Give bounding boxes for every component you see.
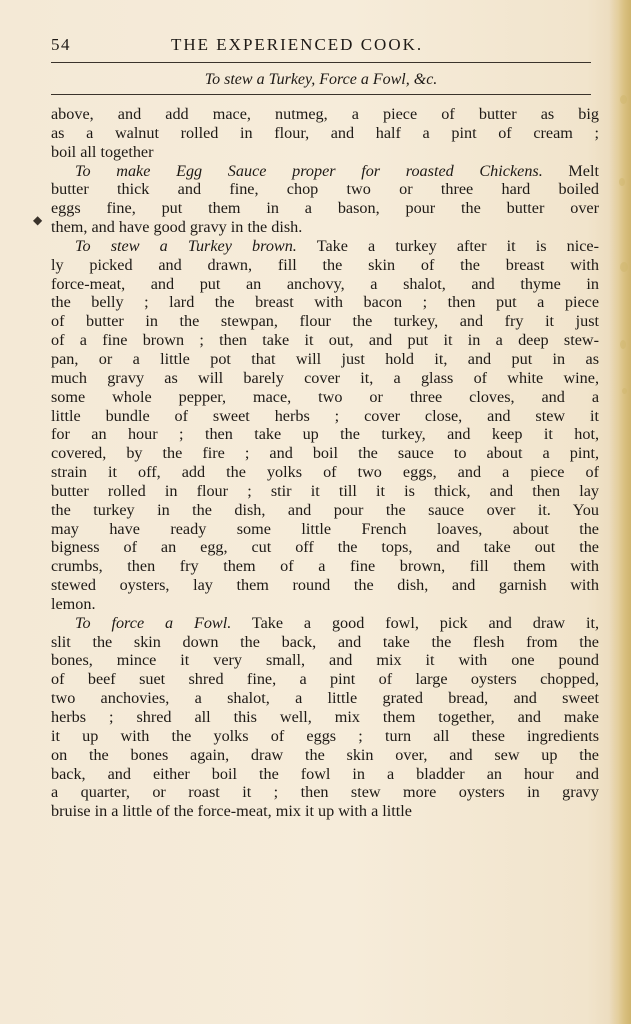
- text-line: [51, 614, 599, 633]
- header-rule: [51, 62, 591, 63]
- margin-mark: ◆: [33, 213, 43, 227]
- text-line: a quarter, or roast it ; then stew more oysters in gravy: [51, 783, 599, 802]
- section-subtitle: To stew a Turkey, Force a Fowl, &c.: [204, 71, 438, 88]
- text-line: of beef suet shred fine, a pint of large oysters chopped,: [51, 670, 599, 689]
- page-number: 54: [51, 35, 71, 54]
- recipe-heading-continuation: Take a good fowl, pick and draw it,: [231, 613, 599, 632]
- text-line: little bundle of sweet herbs ; cover close, and stew it: [51, 406, 599, 425]
- recipe-text: [51, 105, 599, 821]
- text-line: them, and have good gravy in the dish.: [51, 218, 303, 237]
- text-line: on the bones again, draw the skin over, and sew up the: [51, 745, 599, 764]
- text-line: boil all together: [51, 142, 154, 161]
- text-line: eggs fine, put them in a bason, pour the butter over: [51, 199, 599, 218]
- text-line: bigness of an egg, cut off the tops, and take out the: [51, 538, 599, 557]
- text-line: of a fine brown ; then take it out, and put it in a deep stew-: [51, 331, 599, 350]
- recipe-heading: To force a Fowl.: [75, 613, 232, 632]
- foxing-spot: [620, 340, 626, 349]
- foxing-spot: [619, 178, 625, 186]
- text-line: above, and add mace, nutmeg, a piece of butter as big: [51, 105, 599, 123]
- text-line: of butter in the stewpan, flour the turkey, and fry it just: [51, 312, 599, 331]
- text-line: covered, by the fire ; and boil the sauce to about a pint,: [51, 444, 599, 463]
- recipe-heading-continuation: Take a turkey after it is nice-: [296, 236, 599, 255]
- text-line: butter thick and fine, chop two or three hard boiled: [51, 180, 599, 199]
- text-line: herbs ; shred all this well, mix them together, and make: [51, 708, 599, 726]
- text-line: the turkey in the dish, and pour the sauce over it. You: [51, 500, 599, 519]
- text-line: stewed oysters, lay them round the dish, and garnish with: [51, 576, 599, 595]
- text-line: force-meat, and put an anchovy, a shalot, and thyme in: [51, 274, 599, 293]
- text-line: crumbs, then fry them of a fine brown, fill them with: [51, 557, 599, 576]
- text-line: slit the skin down the back, and take the flesh from the: [51, 632, 599, 651]
- foxing-spot: [622, 388, 627, 394]
- recipe-heading-continuation: Melt: [542, 161, 599, 180]
- text-line: for an hour ; then take up the turkey, and keep it hot,: [51, 425, 599, 444]
- recipe-heading: To stew a Turkey brown.: [75, 236, 297, 255]
- page-edge-stain: [609, 0, 631, 1024]
- subtitle-rule: [51, 94, 591, 95]
- text-line: much gravy as will barely cover it, a glass of white wine,: [51, 368, 599, 387]
- text-line: the belly ; lard the breast with bacon ; then put a piece: [51, 293, 599, 312]
- text-line: some whole pepper, mace, two or three cloves, and a: [51, 387, 599, 406]
- text-line: two anchovies, a shalot, a little grated bread, and sweet: [51, 689, 599, 708]
- text-line: may have ready some little French loaves, about the: [51, 519, 599, 538]
- running-head: THE EXPERIENCED COOK.: [171, 35, 424, 54]
- text-line: bones, mince it very small, and mix it with one pound: [51, 651, 599, 670]
- page-header: [51, 33, 591, 59]
- text-line: strain it off, add the yolks of two eggs, and a piece of: [51, 463, 599, 482]
- text-line: back, and either boil the fowl in a bladder an hour and: [51, 764, 599, 783]
- text-line: it up with the yolks of eggs ; turn all these ingredients: [51, 726, 599, 745]
- text-line: pan, or a little pot that will just hold it, and put in as: [51, 349, 599, 368]
- text-line: butter rolled in flour ; stir it till it is thick, and then lay: [51, 481, 599, 500]
- foxing-spot: [620, 262, 628, 272]
- text-line: as a walnut rolled in flour, and half a pint of cream ;: [51, 123, 599, 142]
- text-line: bruise in a little of the force-meat, mix it up with a little: [51, 802, 412, 821]
- text-line: ly picked and drawn, fill the skin of the breast with: [51, 255, 599, 274]
- text-line: [51, 237, 599, 256]
- foxing-spot: [620, 95, 627, 104]
- text-line: lemon.: [51, 594, 96, 613]
- recipe-heading: To make Egg Sauce proper for roasted Chickens.: [75, 161, 543, 180]
- text-line: [51, 162, 599, 181]
